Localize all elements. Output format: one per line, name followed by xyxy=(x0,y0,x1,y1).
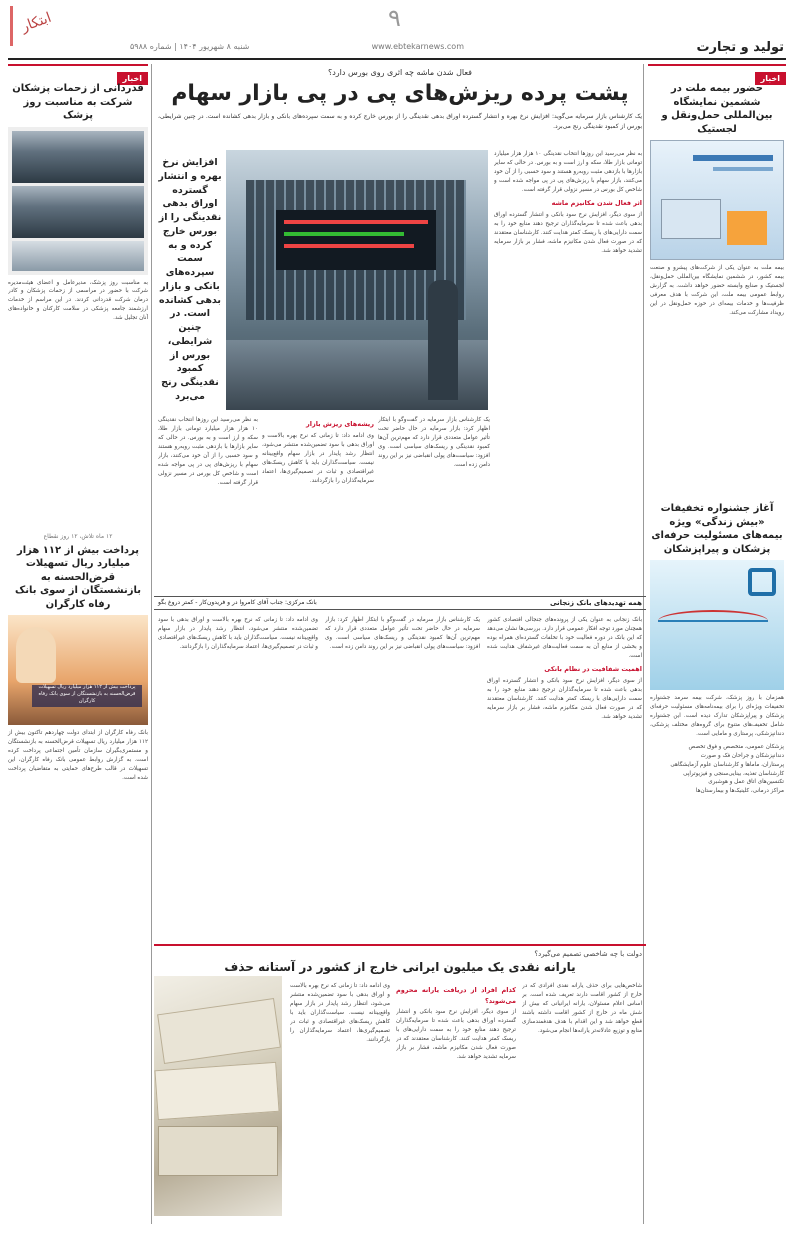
article-col-1-text-cont: از سوی دیگر، افزایش نرخ سود بانکی و انتشار گسترده اوراق بدهی باعث شده تا سرمایه‌گذاران ترجیح دهند منابع خود را به سمت دارایی‌های با ریسک کمتر هدایت کنند. کارشناسان معتقدند که در صورت فعال شدن مکانیزم ماشه، فشار بر بازار سرمایه تشدید خواهد شد. xyxy=(494,211,642,254)
issue-date-line: شنبه ۸ شهریور ۱۴۰۴ | شماره ۵۹۸۸ xyxy=(130,42,250,51)
news-tag: اخبار xyxy=(117,72,148,85)
logo-text: ابتکار xyxy=(19,9,54,36)
exhibition-poster-image xyxy=(650,140,784,260)
bottom-subhead: کدام افراد از دریافت یارانه محروم می‌شوند؟ xyxy=(396,986,516,1005)
article-col-1 xyxy=(494,150,642,590)
bank-ad-caption: پرداخت بیش از ۱۱۲ هزار میلیارد ریال تسهیلات قرض‌الحسنه به بازنشستگان از سوی بانک رفاه کارگران xyxy=(38,684,136,704)
section2-text: بانک زنجانی به عنوان یکی از پرونده‌های جنجالی اقتصادی کشور همچنان مورد توجه افکار عمومی قرار دارد. بررسی‌ها نشان می‌دهد که این بانک در دوره فعالیت خود با تخلفات گسترده‌ای همراه بوده و بخشی از منابع آن به سمت فعالیت‌های غیرشفاف هدایت شده است. xyxy=(487,617,642,660)
left-news1-body: به مناسبت روز پزشک، مدیرعامل و اعضای هیئت‌مدیره شرکت با حضور در مراسمی از زحمات پزشکان و کادر درمان شرکت قدردانی کردند. در این مراسم از خدمات ارزشمند جامعه پزشکی در سلامت کارکنان و خانواده‌های آنان تجلیل شد. xyxy=(8,279,148,322)
article-col-4-text: به نظر می‌رسید این روزها انتخاب نقدینگی ۱۰ هزار هزار میلیارد تومانی بازار طلا، سکه و ارز است و به بورس. در حالی که سایر بازارها با بازدهی مثبت روبه‌رو هستند و سود حسبی را از آن خود می‌کنند، بازار سهام با ریزش‌های پی در پی مواجه شده است و شاخص کل بورس در مسیر نزولی قرار گرفته است. xyxy=(158,417,258,487)
website-url[interactable]: www.ebtekarnews.com xyxy=(371,42,464,51)
section2-title[interactable]: همه تهدیدهای بانک زنجانی xyxy=(549,599,642,607)
article-lede: یک کارشناس بازار سرمایه می‌گوید: افزایش نرخ بهره و انتشار گسترده اوراق بدهی نقدینگی را از بورس خارج کرده و به سمت سپرده‌های بانکی و بازار بدهی کشانده است. در چنین شرایطی، بورس از کمبود نقدینگی رنج می‌برد. xyxy=(158,113,642,130)
article-col-1-text: به نظر می‌رسید این روزها انتخاب نقدینگی ۱۰ هزار هزار میلیارد تومانی بازار طلا، سکه و ارز است و به بورس. در حالی که سایر بازارها با بازدهی مثبت روبه‌رو هستند و سود حسبی را از آن خود می‌کنند، بازار سهام با ریزش‌های پی در پی مواجه شده است و شاخص کل بورس در مسیر نزولی قرار گرفته است. xyxy=(494,151,642,194)
bottom-kicker: دولت با چه شاخصی تصمیم می‌گیرد؟ xyxy=(534,950,642,958)
section2-subhead: اهمیت شفافیت در نظام بانکی xyxy=(544,665,642,674)
right-column xyxy=(648,64,786,1234)
list-item: پزشکان عمومی، متخصص و فوق تخصص xyxy=(688,743,784,750)
bottom-article xyxy=(154,944,646,1061)
stock-exchange-photo xyxy=(226,150,488,410)
section2-col-2 xyxy=(325,616,480,936)
festival-poster-image xyxy=(650,560,784,690)
photo-caption: بانک مرکزی: جناب آقای کامروا در و فریدون‌کار - کمتر دروغ بگو xyxy=(158,599,317,606)
article-col-2 xyxy=(378,416,490,592)
news-tag: اخبار xyxy=(755,72,786,85)
bottom-text: شاخص‌هایی برای حذف یارانه نقدی افرادی که در خارج از کشور اقامت دارند تعریف شده است. بر اساس اعلام مسئولان، یارانه ایرانیانی که بیش از شش ماه در خارج از کشور اقامت داشته باشند قطع خواهد شد و این اقدام با هدف هدفمندسازی منابع و توزیع عادلانه‌تر یارانه‌ها انجام می‌شود. xyxy=(522,983,642,1035)
article-subhead-1: اثر فعال شدن مکانیزم ماشه xyxy=(551,199,642,208)
bottom-col-3 xyxy=(290,982,390,1222)
coverage-list xyxy=(650,743,784,797)
right-news2-body: همزمان با روز پزشک، شرکت بیمه سرمد جشنواره تخفیفات ویژه‌ای را برای بیمه‌نامه‌های مسئولیت حرفه‌ای پزشکان و پیراپزشکان تدارک دیده است. این جشنواره شامل تخفیف‌های متنوع برای گروه‌های مختلف پزشکی، دندانپزشکی، پرستاری و مامایی است. xyxy=(650,695,784,737)
article-col-4 xyxy=(158,416,258,592)
bottom-col-1 xyxy=(522,982,642,1222)
ceremony-photo-box xyxy=(8,127,148,275)
article-col-3-text: وی ادامه داد: تا زمانی که نرخ بهره بالاست و اوراق بدهی با سود تضمین‌شده منتشر می‌شود، انتظار رشد پایدار در بازار سهام واقع‌بینانه نیست. سیاست‌گذاران باید با کاهش ریسک‌های غیراقتصادی و ثبات در تصمیم‌گیری‌ها، اعتماد سرمایه‌گذاران را بازگردانند. xyxy=(262,432,374,484)
ceremony-photo-1 xyxy=(12,131,144,183)
article-headline[interactable]: پشت پرده ریزش‌های پی در پی بازار سهام xyxy=(171,81,629,106)
section2-col-2-text: یک کارشناس بازار سرمایه در گفت‌وگو با ابتکار اظهار کرد: بازار سرمایه در حال حاضر تحت تأثیر عوامل متعددی قرار دارد که مهم‌ترین آن‌ها کمبود نقدینگی و ریسک‌های سیاسی است. وی افزود: سیاست‌های پولی انقباضی نیز بر این روند دامن زده است. xyxy=(325,617,480,651)
section2-text-cont: از سوی دیگر، افزایش نرخ سود بانکی و انتشار گسترده اوراق بدهی باعث شده تا سرمایه‌گذاران ترجیح دهند منابع خود را به سمت دارایی‌های با ریسک کمتر هدایت کنند. کارشناسان معتقدند که در صورت فعال شدن مکانیزم ماشه، فشار بر بازار سرمایه تشدید خواهد شد. xyxy=(487,677,642,720)
section-title: تولید و تجارت xyxy=(696,40,784,55)
left-column xyxy=(8,64,148,1234)
header-rule xyxy=(8,58,786,60)
column-divider-left xyxy=(151,64,152,1224)
list-item: تکنسین‌های اتاق عمل و هوشبری xyxy=(708,779,784,786)
left-date-line: ۱۲ ماه تلاش، ۱۲ روز نقطاع xyxy=(43,532,113,540)
page-number: ۹ xyxy=(388,4,401,32)
list-item: مراکز درمانی، کلینیک‌ها و بیمارستان‌ها xyxy=(695,788,784,795)
bottom-headline[interactable]: یارانه نقدی یک میلیون ایرانی خارج از کشور در آستانه حذف xyxy=(224,960,576,974)
bottom-col-2-text: از سوی دیگر، افزایش نرخ سود بانکی و انتشار گسترده اوراق بدهی باعث شده تا سرمایه‌گذاران ترجیح دهند منابع خود را به سمت دارایی‌های با ریسک کمتر هدایت کنند. کارشناسان معتقدند که در صورت فعال شدن مکانیزم ماشه، فشار بر بازار سرمایه تشدید خواهد شد. xyxy=(396,1009,516,1061)
ceremony-photo-2 xyxy=(12,186,144,238)
bottom-col-3-text: وی ادامه داد: تا زمانی که نرخ بهره بالاست و اوراق بدهی با سود تضمین‌شده منتشر می‌شود، انتظار رشد پایدار در بازار سهام واقع‌بینانه نیست. سیاست‌گذاران باید با کاهش ریسک‌های غیراقتصادی و ثبات در تصمیم‌گیری‌ها، اعتماد سرمایه‌گذاران را بازگردانند. xyxy=(290,983,390,1044)
right-news1-body: بیمه ملت به عنوان یکی از شرکت‌های پیشرو و صنعت بیمه کشور، در ششمین نمایشگاه بین‌المللی حمل‌ونقل، لجستیک و صنایع وابسته حضور خواهد داشت. به گزارش روابط عمومی بیمه ملت، این شرکت با هدف معرفی ظرفیت‌ها و خدمات بیمه‌ای در حوزه حمل‌ونقل در این رویداد مشارکت می‌کند. xyxy=(650,265,784,316)
news-tag-bar xyxy=(648,64,786,83)
ceremony-photo-3 xyxy=(12,241,144,271)
list-item: کارشناسان تغذیه، بینایی‌سنجی و فیزیوتراپی xyxy=(683,770,784,777)
banknotes-photo xyxy=(154,976,282,1216)
masthead xyxy=(0,0,794,60)
list-item: دندانپزشکان و جراحان فک و صورت xyxy=(700,752,784,759)
article-col-3 xyxy=(262,416,374,592)
left-news2-headline[interactable]: پرداخت بیش از ۱۱۲ هزار میلیارد ریال تسهیلات قرض‌الحسنه به بازنشستگان از سوی بانک رفاه کارگران xyxy=(15,544,141,610)
right-news2-headline[interactable]: آغاز جشنواره تخفیفات «بیش زندگی» ویژه بیمه‌های مسئولیت حرفه‌ای پزشکان و پیراپزشکان xyxy=(651,503,783,555)
article-col-2-text: یک کارشناس بازار سرمایه در گفت‌وگو با ابتکار اظهار کرد: بازار سرمایه در حال حاضر تحت تأثیر عوامل متعددی قرار دارد که مهم‌ترین آن‌ها کمبود نقدینگی و ریسک‌های سیاسی است. وی افزود: سیاست‌های پولی انقباضی نیز بر این روند دامن زده است. xyxy=(378,417,490,469)
bank-ad-image xyxy=(8,615,148,725)
left-news1-headline[interactable]: قدردانی از زحمات پزشکان شرکت به مناسبت روز پزشک xyxy=(12,83,144,121)
section2-col-3-text: وی ادامه داد: تا زمانی که نرخ بهره بالاست و اوراق بدهی با سود تضمین‌شده منتشر می‌شود، انتظار رشد پایدار در بازار سهام واقع‌بینانه نیست. سیاست‌گذاران باید با کاهش ریسک‌های غیراقتصادی و ثبات در تصمیم‌گیری‌ها، اعتماد سرمایه‌گذاران را بازگردانند. xyxy=(158,617,318,651)
main-article xyxy=(154,64,646,1234)
article-callout: افزایش نرخ بهره و انتشار گسترده اوراق بدهی نقدینگی را از بورس خارج کرده و به سمت سپرده‌های بانکی و بازار بدهی کشانده است. در چنین شرایطی، بورس از کمبود نقدینگی رنج می‌برد xyxy=(158,157,222,403)
bottom-col-2 xyxy=(396,982,516,1222)
section2-col-1 xyxy=(487,616,642,936)
left-news2-body: بانک رفاه کارگران از ابتدای دولت چهاردهم تاکنون بیش از ۱۱۲ هزار میلیارد ریال تسهیلات قرض‌الحسنه به بازنشستگان و مستمری‌بگیران سازمان تأمین اجتماعی پرداخت کرده است. به گزارش روابط عمومی بانک رفاه کارگران، این تسهیلات در قالب طرح‌های حمایتی به متقاضیان پرداخت شده است. xyxy=(8,730,148,781)
section2-col-3 xyxy=(158,616,318,936)
news-tag-bar xyxy=(8,64,148,83)
article-subhead-2: ریشه‌های ریزش بازار xyxy=(306,420,374,428)
list-item: پرستاران، ماماها و کارشناسان علوم آزمایشگاهی xyxy=(670,761,784,768)
newspaper-logo xyxy=(10,6,52,46)
right-news1-headline[interactable]: حضور بیمه ملت در ششمین نمایشگاه بین‌المللی حمل‌ونقل و لجستیک xyxy=(661,83,773,135)
section-divider xyxy=(154,596,646,610)
article-kicker: فعال شدن ماشه چه اثری روی بورس دارد؟ xyxy=(327,68,473,77)
